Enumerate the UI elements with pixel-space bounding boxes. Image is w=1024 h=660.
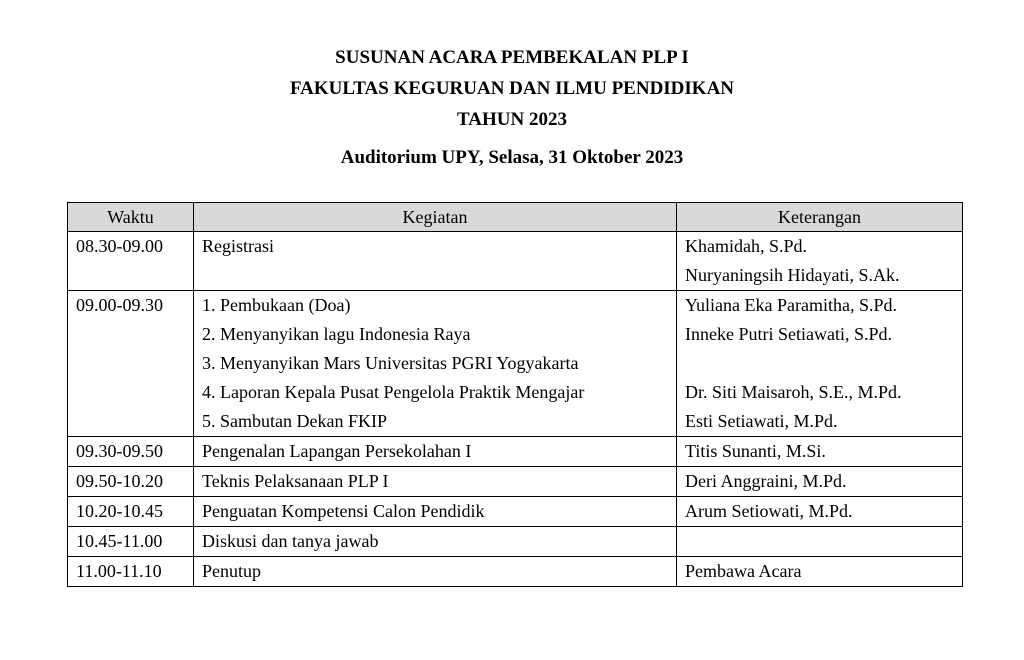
table-row [68,497,963,527]
time-cell: 09.30-09.50 [68,437,194,467]
note-text: Nuryaningsih Hidayati, S.Ak. [685,265,900,285]
note-text: Yuliana Eka Paramitha, S.Pd. [685,295,897,315]
note-text: Esti Setiawati, M.Pd. [685,411,838,431]
column-header-waktu: Waktu [68,203,194,232]
table-header-row [68,203,963,232]
table-row [68,527,963,557]
activity-text: 1. Pembukaan (Doa) [202,295,351,315]
activity-text: 3. Menyanyikan Mars Universitas PGRI Yogyakarta [202,353,579,373]
time-cell: 10.20-10.45 [68,497,194,527]
note-cell [677,497,963,527]
note-text: Khamidah, S.Pd. [685,236,808,256]
note-cell [677,467,963,497]
activity-text: Registrasi [202,236,274,256]
time-cell: 09.00-09.30 [68,291,194,437]
column-header-kegiatan: Kegiatan [194,203,677,232]
table-row [68,557,963,587]
activity-text: 2. Menyanyikan lagu Indonesia Raya [202,324,471,344]
activity-cell [194,527,677,557]
activity-cell [194,467,677,497]
document-title-line-2: FAKULTAS KEGURUAN DAN ILMU PENDIDIKAN [289,78,735,99]
note-cell [677,232,963,291]
schedule-table [67,202,963,587]
table-row [68,232,963,291]
note-text [685,349,954,378]
activity-text: 5. Sambutan Dekan FKIP [202,411,387,431]
activity-cell [194,557,677,587]
time-cell: 10.45-11.00 [68,527,194,557]
time-cell: 11.00-11.10 [68,557,194,587]
note-text: Arum Setiowati, M.Pd. [685,501,853,521]
time-cell: 08.30-09.00 [68,232,194,291]
activity-cell [194,497,677,527]
note-cell [677,527,963,557]
note-text: Pembawa Acara [685,561,802,581]
activity-cell [194,291,677,437]
activity-text: Penutup [202,561,262,581]
note-text: Deri Anggraini, M.Pd. [685,471,847,491]
note-text: Titis Sunanti, M.Si. [685,441,826,461]
note-cell [677,557,963,587]
note-cell [677,437,963,467]
note-text: Dr. Siti Maisaroh, S.E., M.Pd. [685,382,902,402]
note-text: Inneke Putri Setiawati, S.Pd. [685,324,892,344]
activity-text: 4. Laporan Kepala Pusat Pengelola Praktik Mengajar [202,382,585,402]
activity-text: Penguatan Kompetensi Calon Pendidik [202,501,485,521]
column-header-keterangan: Keterangan [677,203,963,232]
note-text [685,527,954,556]
activity-cell [194,232,677,291]
activity-text: Teknis Pelaksanaan PLP I [202,471,389,491]
activity-text: Pengenalan Lapangan Persekolahan I [202,441,472,461]
document-title-line-3: TAHUN 2023 [457,109,567,130]
activity-text: Diskusi dan tanya jawab [202,531,379,551]
activity-cell [194,437,677,467]
table-row [68,437,963,467]
document-title-line-1: SUSUNAN ACARA PEMBEKALAN PLP I [335,47,689,68]
table-row [68,291,963,437]
table-row [68,467,963,497]
time-cell: 09.50-10.20 [68,467,194,497]
venue-date: Auditorium UPY, Selasa, 31 Oktober 2023 [340,147,684,168]
note-cell [677,291,963,437]
